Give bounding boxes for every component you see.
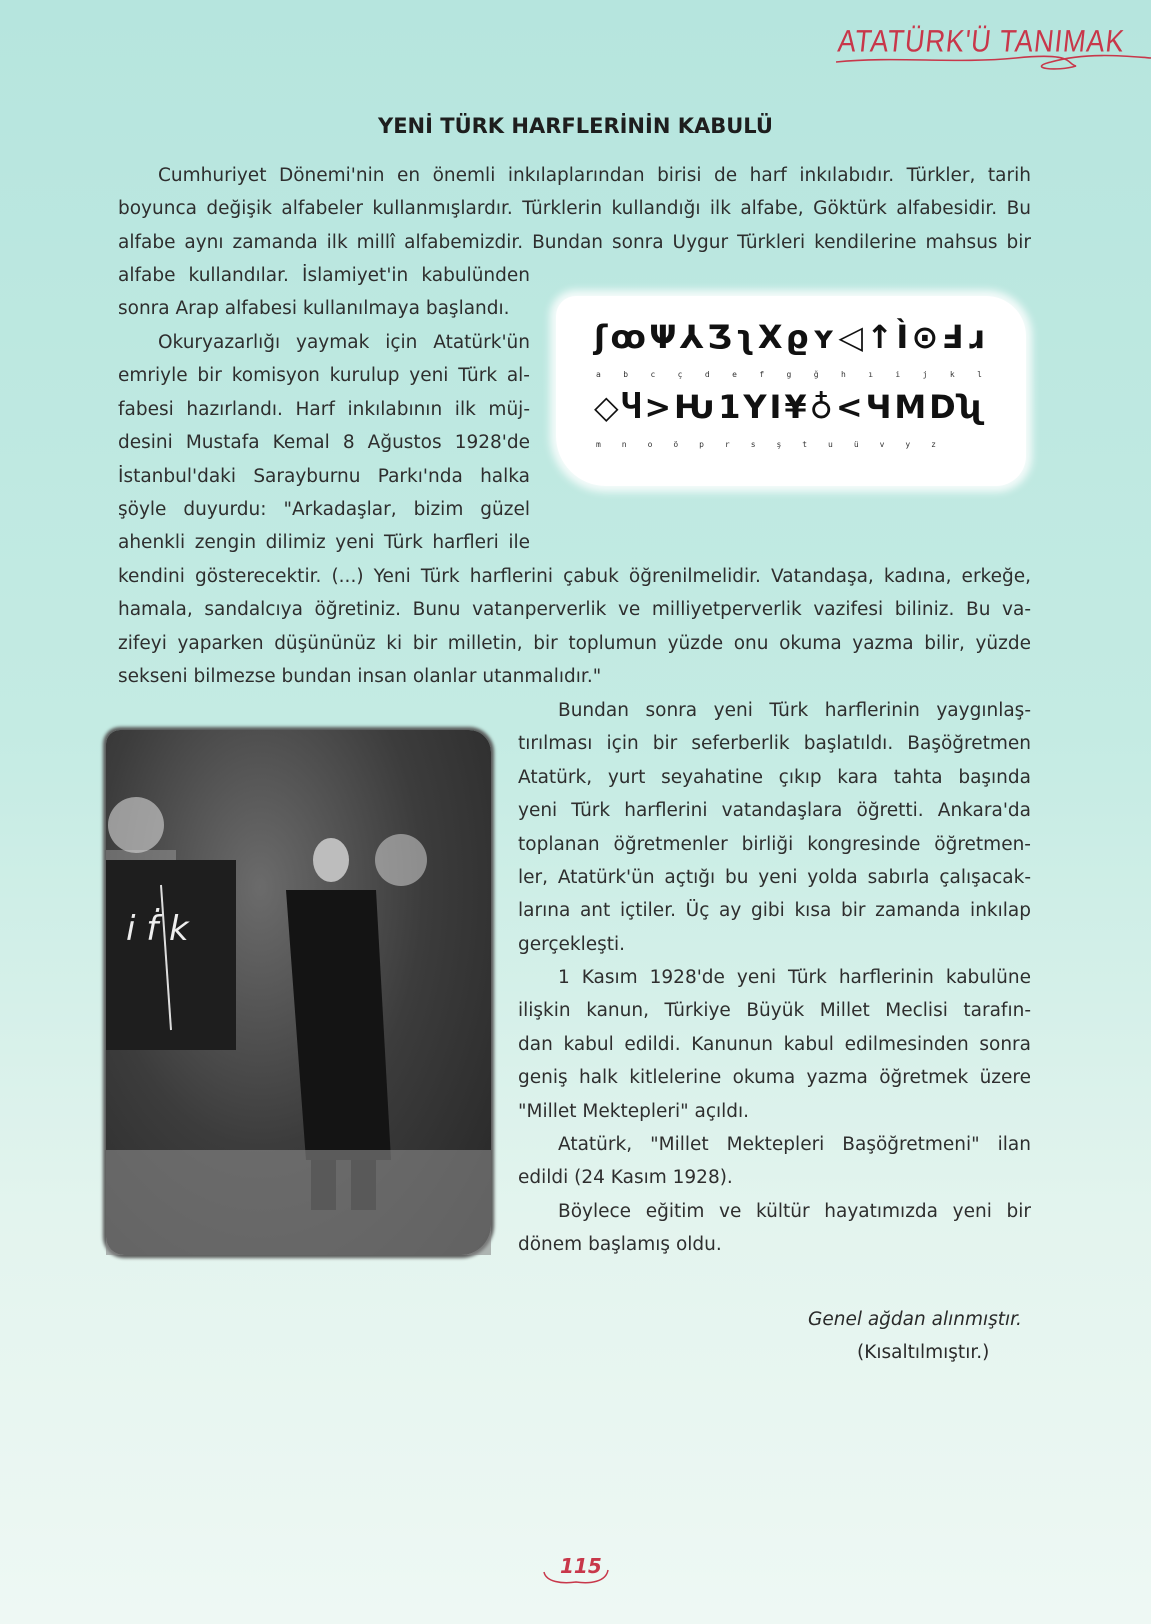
text-line: desini Mustafa Kemal 8 Ağustos 1928'de bbox=[118, 432, 530, 454]
gokturk-rune: X bbox=[757, 318, 783, 356]
text-line: emriyle bir komisyon kurulup yeni Türk al- bbox=[118, 365, 530, 387]
text-line: Cumhuriyet Dönemi'nin en önemli inkılaplarından birisi de harf inkılabıdır. Türkler, tarih bbox=[158, 165, 1031, 186]
latin-letter: a bbox=[596, 370, 601, 379]
gokturk-rune: Ԋ bbox=[674, 388, 716, 426]
paragraph-3 bbox=[518, 694, 1031, 961]
gokturk-rune: Ì bbox=[896, 318, 909, 356]
gokturk-rune: ⅄ bbox=[679, 318, 704, 356]
latin-letter: s bbox=[750, 440, 756, 449]
latin-letter: f bbox=[759, 370, 765, 379]
latin-letter: v bbox=[879, 440, 885, 449]
paragraph-2-cont bbox=[118, 560, 1031, 694]
gokturk-rune: > bbox=[644, 388, 672, 426]
text-line: boyunca değişik alfabeler kullanmışlardır. Türklerin kullandığı ilk alfabe, Göktürk alfabesidir. Bu bbox=[118, 198, 1031, 220]
gokturk-rune: ʃ bbox=[594, 318, 608, 356]
latin-letter: ç bbox=[677, 370, 683, 379]
gokturk-rune: ♁ bbox=[809, 388, 833, 426]
latin-letter: y bbox=[905, 440, 911, 449]
gokturk-rune: ϱ bbox=[785, 318, 809, 356]
gokturk-rune: ꝏ bbox=[610, 318, 646, 356]
text-line: Böylece eğitim ve kültür hayatımızda yeni bir bbox=[558, 1201, 1031, 1222]
latin-letter: h bbox=[840, 370, 846, 379]
latin-letter: ö bbox=[673, 440, 679, 449]
text-line: tırılması için bir seferberlik başlatıldı. Başöğretmen bbox=[518, 733, 1031, 755]
text-line: ler, Atatürk'ün açtığı bu yeni yolda sabırla çalışacak- bbox=[518, 867, 1031, 889]
ataturk-teaching-photo bbox=[106, 730, 491, 1255]
paragraph-2 bbox=[118, 326, 530, 560]
page-number-decoration bbox=[542, 1566, 610, 1588]
page-title: YENİ TÜRK HARFLERİNİN KABULÜ bbox=[378, 114, 773, 138]
text-line: larına ant içtiler. Üç ay gibi kısa bir zamanda inkılap bbox=[518, 900, 1031, 922]
latin-letter: n bbox=[621, 440, 627, 449]
gokturk-rune: ↑ bbox=[866, 318, 894, 356]
gokturk-rune: Ч bbox=[865, 388, 892, 426]
text-line: dönem başlamış oldu. bbox=[518, 1234, 722, 1256]
latin-letter: u bbox=[828, 440, 833, 449]
source-note: Genel ağdan alınmıştır. bbox=[808, 1309, 1022, 1330]
latin-letter: m bbox=[596, 440, 601, 449]
latin-letter: p bbox=[699, 440, 704, 449]
text-line: toplanan öğretmenler birliği kongresinde öğretmen- bbox=[518, 833, 1031, 855]
text-line: gerçekleşti. bbox=[518, 933, 626, 955]
paragraph-1-wrap bbox=[118, 259, 530, 326]
abridged-note: (Kısaltılmıştır.) bbox=[857, 1342, 990, 1363]
photo-scene bbox=[106, 730, 491, 1255]
header-underline-decoration bbox=[836, 42, 1151, 72]
gokturk-rune: < bbox=[835, 388, 863, 426]
blackboard-letters: i ḟ k bbox=[126, 909, 189, 949]
text-line: Okuryazarlığı yaymak için Atatürk'ün bbox=[158, 332, 530, 353]
latin-letter: z bbox=[931, 440, 936, 449]
text-line: fabesi hazırlandı. Harf inkılabının ilk müj- bbox=[118, 398, 530, 420]
text-line: Bundan sonra yeni Türk harflerinin yaygınlaş- bbox=[558, 700, 1031, 721]
text-line: ahenkli zengin dilimiz yeni Türk harfleri ile bbox=[118, 532, 530, 554]
latin-letter: e bbox=[732, 370, 737, 379]
text-line: Atatürk, yurt seyahatine çıkıp kara tahta başında bbox=[518, 766, 1031, 788]
text-line: sekseni bilmezse bundan insan olanlar utanmalıdır." bbox=[118, 666, 602, 688]
text-line: kendini gösterecektir. (...) Yeni Türk harflerini çabuk öğrenilmelidir. Vatandaşa, kadına, erkeğe, bbox=[118, 566, 1031, 587]
latin-letter: i bbox=[895, 370, 901, 379]
text-line: İstanbul'daki Sarayburnu Parkı'nda halka bbox=[118, 465, 530, 487]
latin-letter: j bbox=[922, 370, 928, 379]
gokturk-rune: ⊙ bbox=[911, 318, 939, 356]
gokturk-rune: ʏ bbox=[811, 318, 836, 356]
gokturk-rune: ¥ bbox=[784, 388, 807, 426]
gokturk-rune: Ⅎ bbox=[941, 318, 964, 356]
latin-letter: ü bbox=[853, 440, 859, 449]
page-number: 115 bbox=[560, 1554, 602, 1578]
text-line: alfabe aynı zamanda ilk millî alfabemizdir. Bundan sonra Uygur Türkleri kendilerine mahsus bir bbox=[118, 231, 1031, 253]
text-line: şöyle duyurdu: "Arkadaşlar, bizim güzel bbox=[118, 499, 530, 521]
gokturk-rune: ◇ bbox=[594, 388, 619, 426]
text-line: geniş halk kitlelerine okuma yazma öğretmek üzere bbox=[518, 1067, 1031, 1089]
text-line: hamala, sandalcıya öğretiniz. Bunu vatanperverlik ve milliyetperverlik vazifesi biliniz. Bu va- bbox=[118, 599, 1031, 621]
latin-letter: c bbox=[650, 370, 656, 379]
latin-letter: b bbox=[623, 370, 629, 379]
latin-letter: d bbox=[704, 370, 710, 379]
gokturk-rune: D bbox=[929, 388, 956, 426]
latin-letter: o bbox=[647, 440, 653, 449]
gokturk-rune: ◁ bbox=[838, 318, 864, 356]
gokturk-rune: ʅ bbox=[735, 318, 755, 356]
latin-letter: l bbox=[977, 370, 982, 379]
text-line: sonra Arap alfabesi kullanılmaya başlandı. bbox=[118, 298, 510, 320]
text-line: "Millet Mektepleri" açıldı. bbox=[518, 1100, 750, 1122]
latin-letter: ı bbox=[868, 370, 874, 379]
latin-letter: k bbox=[949, 370, 955, 379]
gokturk-rune: Ⴗ bbox=[621, 388, 642, 426]
text-line: 1 Kasım 1928'de yeni Türk harflerinin kabulüne bbox=[558, 967, 1031, 988]
text-line: dan kabul edildi. Kanunun kabul edilmesinden sonra bbox=[518, 1033, 1031, 1055]
latin-letter: ş bbox=[776, 440, 782, 449]
gokturk-rune: I bbox=[769, 388, 782, 426]
latin-letter: ğ bbox=[813, 370, 819, 379]
gokturk-rune: Ʒ bbox=[707, 318, 732, 356]
text-line: Atatürk, "Millet Mektepleri Başöğretmeni" ilan bbox=[558, 1134, 1031, 1155]
text-line: alfabe kullandılar. İslamiyet'in kabulünden bbox=[118, 265, 530, 286]
paragraph-5 bbox=[518, 1128, 1031, 1195]
latin-letter: r bbox=[724, 440, 730, 449]
gokturk-rune: Ψ bbox=[649, 318, 677, 356]
gokturk-rune: M bbox=[894, 388, 927, 426]
paragraph-6 bbox=[518, 1195, 1031, 1262]
text-line: ilişkin kanun, Türkiye Büyük Millet Meclisi tarafın- bbox=[518, 1000, 1031, 1022]
gokturk-rune: ʯ bbox=[958, 388, 984, 426]
paragraph-1 bbox=[118, 159, 1031, 259]
gokturk-alphabet-image bbox=[556, 296, 1026, 486]
section-header: ATATÜRK'Ü TANIMAK bbox=[836, 23, 1127, 59]
text-line: zifeyi yaparken düşününüz ki bir milletin, bir toplumun yüzde onu okuma yazma bilir, yüzde bbox=[118, 632, 1031, 654]
gokturk-rune: ɹ bbox=[966, 318, 984, 356]
latin-letter: t bbox=[802, 440, 808, 449]
gokturk-rune: Υ bbox=[743, 388, 767, 426]
gokturk-rune: 1 bbox=[718, 388, 741, 426]
paragraph-4 bbox=[518, 961, 1031, 1128]
text-line: edildi (24 Kasım 1928). bbox=[518, 1167, 733, 1189]
latin-letter: g bbox=[786, 370, 792, 379]
text-line: yeni Türk harflerini vatandaşlara öğretti. Ankara'da bbox=[518, 800, 1031, 822]
